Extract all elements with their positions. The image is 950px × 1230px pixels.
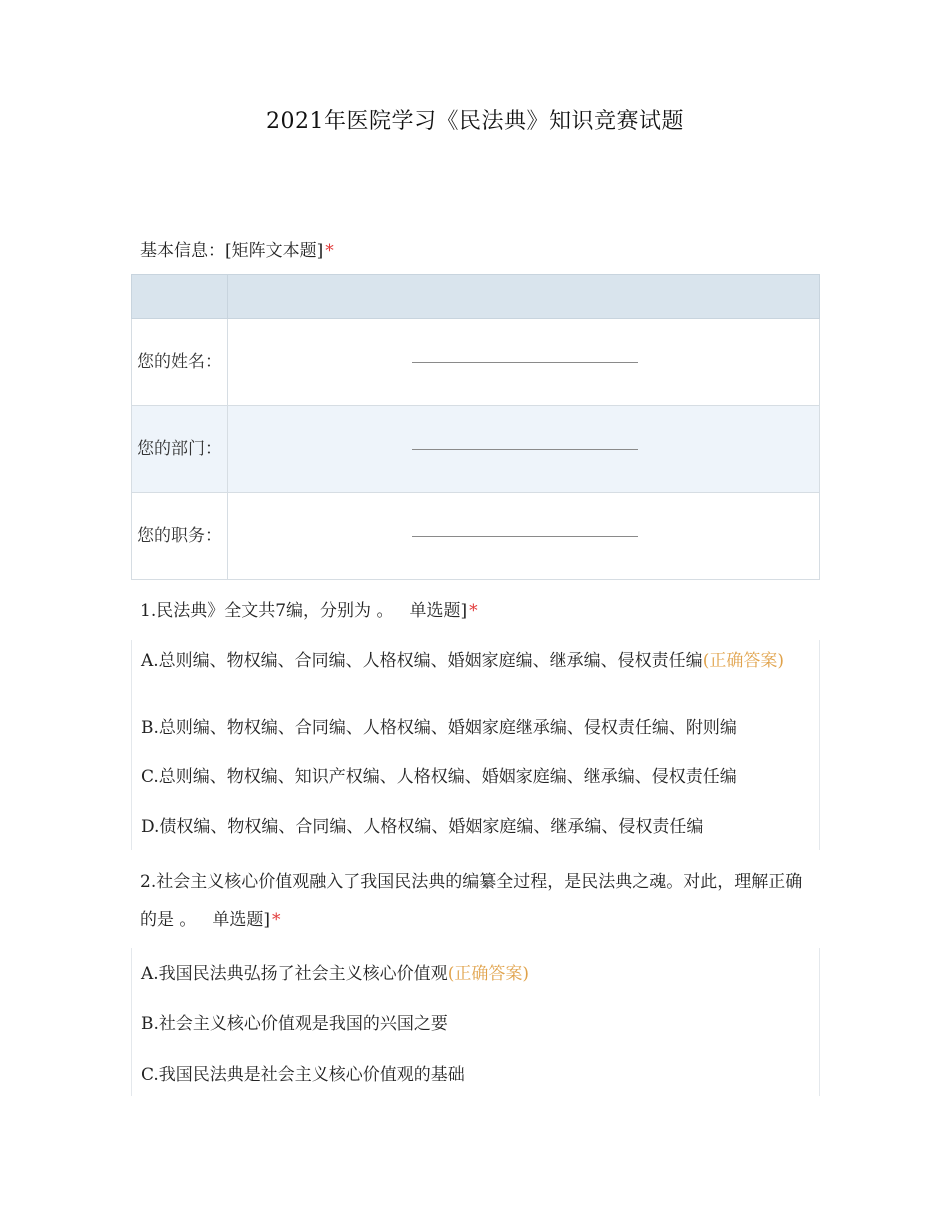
required-mark: * (469, 601, 478, 621)
department-underline (412, 449, 638, 450)
department-input[interactable] (228, 406, 820, 493)
correct-answer-label: (正确答案) (447, 964, 529, 984)
position-input[interactable] (228, 493, 820, 580)
question-1 (140, 592, 810, 630)
q1-option-a[interactable] (141, 648, 803, 674)
question-2-text: 2.社会主义核心价值观融入了我国民法典的编纂全过程，是民法典之魂。对此，理解正确的是 。 (140, 872, 803, 930)
q1-option-c[interactable] (141, 764, 803, 790)
name-input[interactable] (228, 319, 820, 406)
correct-answer-label: (正确答案) (702, 651, 784, 671)
matrix-header-input-cell (228, 275, 820, 319)
q2-option-a-text: A.我国民法典弘扬了社会主义核心价值观 (141, 964, 448, 984)
question-2-options (131, 948, 820, 1096)
basic-info-matrix (131, 274, 820, 580)
question-1-type: 单选题] (409, 601, 468, 621)
name-underline (412, 362, 638, 363)
q2-option-c-text: C.我国民法典是社会主义核心价值观的基础 (141, 1065, 465, 1085)
required-mark: * (272, 910, 281, 930)
question-2 (140, 863, 812, 939)
q1-option-d-text: D.债权编、物权编、合同编、人格权编、婚姻家庭编、继承编、侵权责任编 (141, 817, 704, 837)
position-label: 您的职务： (132, 493, 228, 580)
q1-option-a-text: A.总则编、物权编、合同编、人格权编、婚姻家庭编、继承编、侵权责任编 (141, 651, 703, 671)
name-label: 您的姓名： (132, 319, 228, 406)
page-title: 2021年医院学习《民法典》知识竞赛试题 (266, 109, 684, 134)
matrix-row-department (132, 406, 820, 493)
matrix-row-name (132, 319, 820, 406)
required-mark: * (325, 241, 334, 261)
department-label: 您的部门： (132, 406, 228, 493)
basic-info-label-text: 基本信息：[矩阵文本题] (140, 241, 324, 261)
matrix-header-label-cell (132, 275, 228, 319)
q2-option-c[interactable] (141, 1062, 803, 1088)
q2-option-b[interactable] (141, 1011, 803, 1037)
basic-info-label (140, 236, 334, 261)
question-1-options (131, 640, 820, 850)
question-1-text: 1.民法典》全文共7编，分别为 。 (140, 601, 394, 621)
q1-option-b-text: B.总则编、物权编、合同编、人格权编、婚姻家庭继承编、侵权责任编、附则编 (141, 718, 737, 738)
q1-option-c-text: C.总则编、物权编、知识产权编、人格权编、婚姻家庭编、继承编、侵权责任编 (141, 767, 737, 787)
question-2-type: 单选题] (212, 910, 271, 930)
q1-option-d[interactable] (141, 814, 803, 840)
q2-option-a[interactable] (141, 961, 803, 987)
matrix-row-position (132, 493, 820, 580)
position-underline (412, 536, 638, 537)
matrix-header-row (132, 275, 820, 319)
q1-option-b[interactable] (141, 715, 803, 741)
q2-option-b-text: B.社会主义核心价值观是我国的兴国之要 (141, 1014, 448, 1034)
